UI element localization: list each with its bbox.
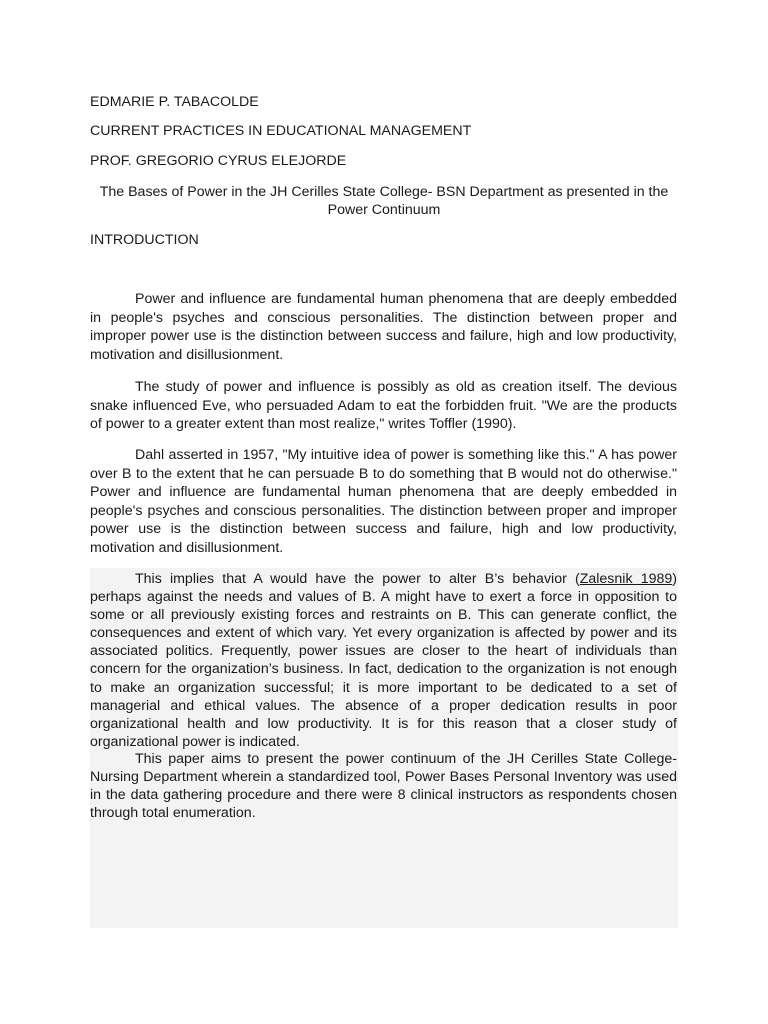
paragraph-3: Dahl asserted in 1957, "My intuitive idea of power is something like this." A has power over B to the extent that he can persuade B to do something that B would not do otherwise." Power and influence are fundamental human phenomena that are deeply embedded in people's psyches and conscious personalities. The distinction between proper and improper power use is the distinction between success and failure, high and low productivity, motivation and disillusionment. (90, 447, 677, 556)
paragraph-1: Power and influence are fundamental human phenomena that are deeply embedded in people's psyches and conscious personalities. The distinction between proper and improper power use is the distinction between success and failure, high and low productivity, motivation and disillusionment. (90, 291, 677, 363)
section-heading: INTRODUCTION (90, 232, 199, 248)
paragraph-5: This paper aims to present the power continuum of the JH Cerilles State College- Nursing Department wherein a standardized tool, Power Bases Personal Inventory was used in the data gathering procedure and there were 8 clinical instructors as respondents chosen through total enumeration. (90, 751, 677, 822)
paper-title: The Bases of Power in the JH Cerilles State College- BSN Department as presented in the Power Continuum (99, 184, 669, 218)
paragraph-4 (90, 570, 677, 751)
author-name: EDMARIE P. TABACOLDE (90, 94, 259, 110)
professor-name: PROF. GREGORIO CYRUS ELEJORDE (90, 153, 347, 169)
course-title: CURRENT PRACTICES IN EDUCATIONAL MANAGEMENT (90, 123, 472, 139)
paragraph-4-lead: This implies that A would have the power to alter B’s behavior ( (135, 571, 580, 587)
paragraph-4-body: ) perhaps against the needs and values of B. A might have to exert a force in opposition to some or all previously existing forces and restraints on B. This can generate conflict, the consequences and extent of which vary. Yet every organization is affected by power and its associated politics. Frequently, power issues are closer to the heart of individuals than concern for the organization’s business. In fact, dedication to the organization is not enough to make an organization successful; it is more important to be dedicated to a set of managerial and ethical values. The absence of a proper dedication results in poor organizational health and low productivity. It is for this reason that a closer study of organizational power is indicated. (90, 571, 677, 750)
citation-link[interactable]: Zalesnik 1989 (579, 571, 673, 587)
paragraph-2: The study of power and influence is possibly as old as creation itself. The devious snake influenced Eve, who persuaded Adam to eat the forbidden fruit. "We are the products of power to a greater extent than most realize," writes Toffler (1990). (90, 379, 677, 433)
